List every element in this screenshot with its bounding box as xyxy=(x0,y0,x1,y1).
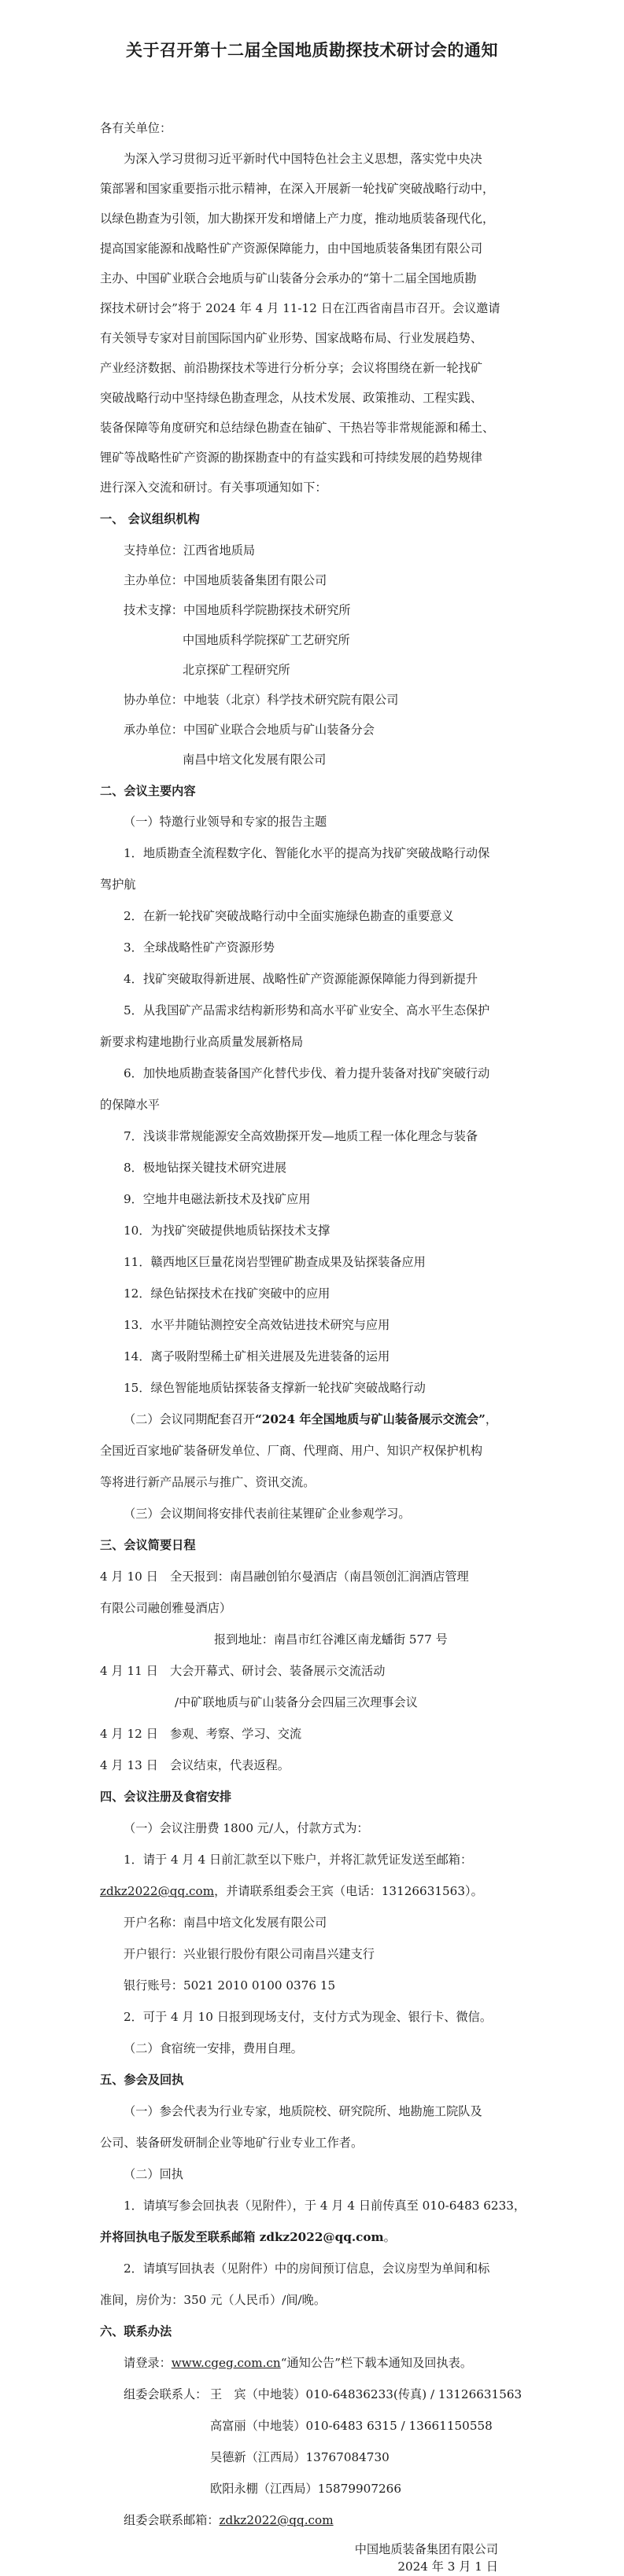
org-row: 北京探矿工程研究所 xyxy=(183,663,290,677)
payment-email-line xyxy=(100,1883,483,1899)
schedule-row: 有限公司融创雅曼酒店） xyxy=(100,1601,232,1615)
section-heading-registration: 四、会议注册及食宿安排 xyxy=(100,1790,232,1804)
topic-line: 15．绿色智能地质钻探装备支撑新一轮找矿突破战略行动 xyxy=(124,1381,426,1395)
account-name: 开户名称：南昌中培文化发展有限公司 xyxy=(124,1915,327,1930)
attendee-line: 公司、装备研发研制企业等地矿行业专业工作者。 xyxy=(100,2136,364,2150)
topic-line: 新要求构建地勘行业高质量发展新格局 xyxy=(100,1035,304,1049)
intro-line: 提高国家能源和战略性矿产资源保障能力，由中国地质装备集团有限公司 xyxy=(100,241,482,256)
expo-line: 等将进行新产品展示与推广、资讯交流。 xyxy=(100,1475,316,1489)
salutation: 各有关单位： xyxy=(100,121,172,135)
payment-method-2: 2．可于 4 月 10 日报到现场支付，支付方式为现金、银行卡、微信。 xyxy=(124,2010,493,2024)
intro-line: 为深入学习贯彻习近平新时代中国特色社会主义思想，落实党中央决 xyxy=(124,152,482,166)
schedule-row: /中矿联地质与矿山装备分会四届三次理事会议 xyxy=(175,1695,418,1709)
attendee-line: （一）参会代表为行业专家，地质院校、研究院所、地勘施工院队及 xyxy=(124,2104,482,2118)
section-heading-organization: 一、 会议组织机构 xyxy=(100,512,200,526)
receipt-instruction-2: 2．请填写回执表（见附件）中的房间预订信息，会议房型为单间和标 xyxy=(124,2261,490,2276)
website-prefix: 请登录： xyxy=(124,2356,172,2370)
receipt-email-instruction: 并将回执电子版发至联系邮箱 zdkz2022@qq.com xyxy=(100,2230,384,2244)
contact-email-link[interactable]: zdkz2022@qq.com xyxy=(219,2513,334,2527)
intro-line: 锂矿等战略性矿产资源的勘探勘查中的有益实践和可持续发展的趋势规律 xyxy=(100,451,482,465)
topic-line: 6．加快地质勘查装备国产化替代步伐、着力提升装备对找矿突破行动 xyxy=(124,1066,490,1080)
topic-line: 12．绿色钻探技术在找矿突破中的应用 xyxy=(124,1286,330,1301)
org-row: 协办单位：中地装（北京）科学技术研究院有限公司 xyxy=(124,693,399,707)
subsection-expo xyxy=(124,1411,497,1427)
org-row: 支持单位：江西省地质局 xyxy=(124,543,256,558)
intro-line: 产业经济数据、前沿勘探技术等进行分析分享；会议将围绕在新一轮找矿 xyxy=(100,361,482,375)
expo-title: “2024 年全国地质与矿山装备展示交流会” xyxy=(255,1412,486,1426)
document-title: 关于召开第十二届全国地质勘探技术研讨会的通知 xyxy=(126,40,498,60)
expo-comma: ， xyxy=(485,1412,498,1426)
topic-line: 14．离子吸附型稀土矿相关进展及先进装备的运用 xyxy=(124,1349,390,1363)
topic-line: 10．为找矿突破提供地质钻探技术支撑 xyxy=(124,1224,330,1238)
topic-line: 7．浅谈非常规能源安全高效勘探开发—地质工程一体化理念与装备 xyxy=(124,1129,478,1143)
intro-line: 突破战略行动中坚持绿色勘查理念，从技术发展、政策推动、工程实践、 xyxy=(100,391,482,405)
signature-org: 中国地质装备集团有限公司 xyxy=(354,2542,498,2556)
topic-line: 的保障水平 xyxy=(100,1098,160,1112)
lodging-note: （二）食宿统一安排，费用自理。 xyxy=(124,2041,303,2055)
section-heading-attendance: 五、参会及回执 xyxy=(100,2073,184,2087)
payment-contact-text: ，并请联系组委会王宾（电话：13126631563）。 xyxy=(214,1884,483,1898)
org-row: 南昌中培文化发展有限公司 xyxy=(183,753,327,767)
org-row: 技术支撑：中国地质科学院勘探技术研究所 xyxy=(124,603,351,617)
intro-line: 装备保障等角度研究和总结绿色勘查在铀矿、干热岩等非常规能源和稀土、 xyxy=(100,421,495,435)
intro-line: 策部署和国家重要指示批示精神，在深入开展新一轮找矿突破战略行动中， xyxy=(100,182,495,196)
expo-line: 全国近百家地矿装备研发单位、厂商、代理商、用户、知识产权保护机构 xyxy=(100,1444,482,1458)
contact-email-line xyxy=(124,2512,334,2528)
website-line xyxy=(124,2355,472,2371)
topic-line: 2．在新一轮找矿突破战略行动中全面实施绿色勘查的重要意义 xyxy=(124,909,454,923)
receipt-instruction-1: 1．请填写参会回执表（见附件），于 4 月 4 日前传真至 010-6483 6233， xyxy=(124,2199,526,2213)
schedule-row: 报到地址：南昌市红谷滩区南龙蟠街 577 号 xyxy=(214,1632,448,1647)
receipt-period: 。 xyxy=(383,2230,396,2244)
contact-person: 吴德新（江西局）13767084730 xyxy=(210,2450,390,2464)
topic-line: 1．地质勘查全流程数字化、智能化水平的提高为找矿突破战略行动保 xyxy=(124,846,490,860)
receipt-email-line xyxy=(100,2229,396,2245)
topic-line: 8．极地钻探关键技术研究进展 xyxy=(124,1161,287,1175)
schedule-row: 4 月 13 日 会议结束，代表返程。 xyxy=(100,1758,290,1772)
signature-date: 2024 年 3 月 1 日 xyxy=(397,2559,498,2574)
registration-fee: （一）会议注册费 1800 元/人，付款方式为： xyxy=(124,1821,369,1835)
topic-line: 4．找矿突破取得新进展、战略性矿产资源能源保障能力得到新提升 xyxy=(124,972,478,986)
topic-line: 5．从我国矿产品需求结构新形势和高水平矿业安全、高水平生态保护 xyxy=(124,1003,490,1018)
topic-line: 13．水平井随钻测控安全高效钻进技术研究与应用 xyxy=(124,1318,390,1332)
section-heading-contact: 六、联系办法 xyxy=(100,2324,172,2339)
intro-line: 以绿色勘查为引领，加大勘探开发和增储上产力度，推动地质装备现代化， xyxy=(100,212,495,226)
intro-line: 进行深入交流和研讨。有关事项通知如下： xyxy=(100,480,327,495)
contact-email-link[interactable]: zdkz2022@qq.com xyxy=(100,1884,215,1898)
schedule-row: 4 月 12 日 参观、考察、学习、交流 xyxy=(100,1727,302,1741)
schedule-row: 4 月 11 日 大会开幕式、研讨会、装备展示交流活动 xyxy=(100,1664,386,1678)
subsection-topics: （一）特邀行业领导和专家的报告主题 xyxy=(124,815,327,829)
contacts-label: 组委会联系人： xyxy=(124,2387,208,2401)
website-link[interactable]: www.cgeg.com.cn xyxy=(171,2356,281,2370)
org-row: 中国地质科学院探矿工艺研究所 xyxy=(183,633,350,647)
intro-line: 有关领导专家对目前国际国内矿业形势、国家战略布局、行业发展趋势、 xyxy=(100,331,482,345)
receipt-subheading: （二）回执 xyxy=(124,2167,183,2181)
receipt-instruction-2: 准间，房价为：350 元（人民币）/间/晚。 xyxy=(100,2293,327,2307)
account-bank: 开户银行：兴业银行股份有限公司南昌兴建支行 xyxy=(124,1947,375,1961)
contact-person: 欧阳永棚（江西局）15879907266 xyxy=(210,2482,401,2496)
expo-intro: （二）会议同期配套召开 xyxy=(124,1412,256,1426)
topic-line: 9．空地井电磁法新技术及找矿应用 xyxy=(124,1192,311,1206)
subsection-visit: （三）会议期间将安排代表前往某锂矿企业参观学习。 xyxy=(124,1507,411,1521)
contact-email-label: 组委会联系邮箱： xyxy=(124,2513,220,2527)
contact-person: 高富丽（中地装）010-6483 6315 / 13661150558 xyxy=(210,2419,493,2433)
website-suffix: “通知公告”栏下载本通知及回执表。 xyxy=(280,2356,473,2370)
schedule-row: 4 月 10 日 全天报到：南昌融创铂尔曼酒店（南昌领创汇润酒店管理 xyxy=(100,1570,469,1584)
topic-line: 3．全球战略性矿产资源形势 xyxy=(124,940,275,955)
contact-person: 王 宾（中地装）010-64836233(传真) / 13126631563 xyxy=(210,2387,522,2401)
section-heading-schedule: 三、会议简要日程 xyxy=(100,1538,196,1552)
payment-method-1: 1．请于 4 月 4 日前汇款至以下账户，并将汇款凭证发送至邮箱： xyxy=(124,1853,473,1867)
org-row: 承办单位：中国矿业联合会地质与矿山装备分会 xyxy=(124,723,375,737)
account-number: 银行账号：5021 2010 0100 0376 15 xyxy=(124,1978,336,1993)
intro-line: 探技术研讨会”将于 2024 年 4 月 11-12 日在江西省南昌市召开。会议邀请 xyxy=(100,301,500,315)
intro-line: 主办、中国矿业联合会地质与矿山装备分会承办的“第十二届全国地质勘 xyxy=(100,271,477,285)
topic-line: 驾护航 xyxy=(100,878,136,892)
topic-line: 11．赣西地区巨量花岗岩型锂矿勘查成果及钻探装备应用 xyxy=(124,1255,426,1269)
org-row: 主办单位：中国地质装备集团有限公司 xyxy=(124,573,327,587)
section-heading-content: 二、会议主要内容 xyxy=(100,784,196,798)
